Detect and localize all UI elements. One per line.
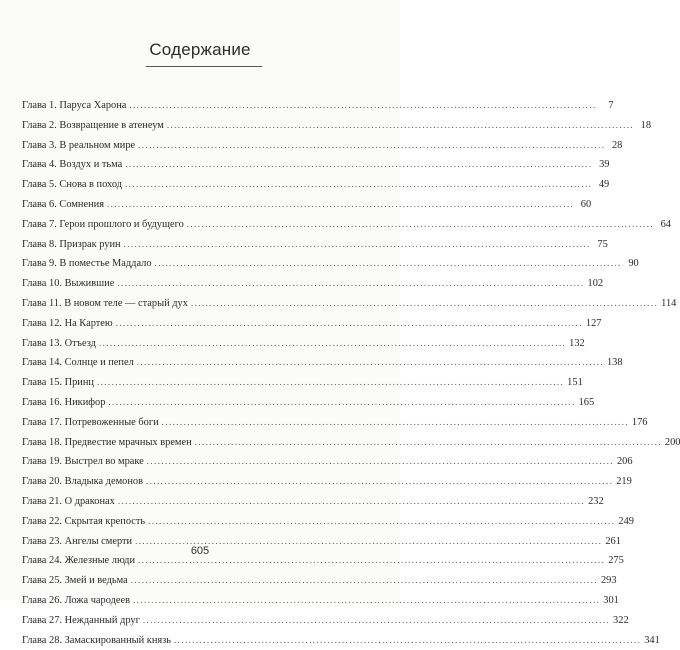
title-wrap (0, 40, 400, 60)
dot-leader (131, 571, 598, 591)
toc-entry-page: 322 (613, 614, 629, 626)
toc-entry-title: Глава 24. Железные люди (22, 555, 136, 567)
toc-entry-title: Глава 1. Паруса Харона (22, 100, 127, 111)
dot-leader (167, 116, 634, 136)
toc-entry (22, 254, 639, 274)
toc-entry (22, 512, 634, 532)
toc-entry-page: 127 (585, 317, 602, 329)
toc-entry-title: Глава 11. В новом теле — старый дух (22, 297, 188, 309)
toc-entry-page: 232 (588, 495, 604, 507)
toc-entry-page: 176 (631, 416, 648, 428)
toc-entry-page: 49 (598, 179, 610, 191)
toc-entry (22, 452, 633, 472)
toc-entry (22, 175, 610, 195)
toc-entry (22, 611, 629, 631)
dot-leader (117, 274, 584, 294)
dot-leader (146, 472, 613, 492)
dot-leader (138, 136, 605, 156)
toc-entry-title: Глава 20. Владыка демонов (22, 476, 144, 488)
toc-entry (22, 492, 604, 512)
dot-leader (162, 413, 629, 433)
toc-entry-page: 75 (597, 238, 608, 250)
toc-entry-title: Глава 13. Отъезд (22, 337, 96, 349)
toc-entry (22, 235, 608, 255)
toc-entry-title: Глава 23. Ангелы смерти (22, 535, 133, 547)
dot-leader (155, 254, 622, 274)
toc-entry-page: 39 (599, 159, 610, 171)
toc-entry-page: 261 (605, 535, 621, 547)
toc-entry-page: 206 (616, 456, 633, 468)
dot-leader (191, 294, 658, 314)
toc-entry-page: 219 (616, 476, 632, 488)
dot-leader (99, 334, 566, 354)
toc-entry (22, 96, 614, 116)
toc-entry-page: 60 (580, 198, 592, 210)
toc-entry-page: 301 (603, 594, 619, 606)
toc-entry-page: 293 (600, 575, 617, 587)
toc-entry-title: Глава 7. Герои прошлого и будущего (22, 218, 184, 230)
dot-leader (97, 373, 564, 393)
toc-entry (22, 413, 648, 433)
toc-entry (22, 353, 623, 373)
toc-entry-page: 341 (644, 634, 660, 646)
toc-entry (22, 393, 595, 413)
toc-entry-page: 275 (608, 555, 624, 567)
toc-entry-page: 151 (567, 377, 583, 389)
toc-entry-page: 165 (578, 396, 595, 408)
toc-entry-page: 132 (569, 337, 585, 349)
toc-entry-page: 249 (618, 515, 634, 527)
dot-leader (133, 591, 600, 611)
toc-entry-page: 18 (640, 119, 652, 131)
table-of-contents (22, 96, 680, 650)
toc-entry-page: 64 (660, 218, 671, 230)
toc-entry (22, 433, 680, 453)
toc-entry (22, 373, 583, 393)
toc-entry-title: Глава 28. Замаскированный князь (22, 634, 172, 646)
toc-entry-title: Глава 12. На Картею (22, 317, 113, 329)
toc-entry-title: Глава 4. Воздух и тьма (22, 159, 123, 171)
toc-entry (22, 155, 610, 175)
toc-entry-page: 7 (608, 100, 614, 111)
toc-entry-title: Глава 6. Сомнения (22, 198, 104, 210)
page-number: 605 (190, 545, 210, 557)
toc-entry (22, 571, 617, 591)
title-underline (146, 66, 262, 67)
toc-entry-title: Глава 3. В реальном мире (22, 139, 136, 151)
toc-entry (22, 314, 602, 334)
toc-entry-title: Глава 15. Принц (22, 377, 94, 389)
toc-entry-title: Глава 17. Потревоженные боги (22, 416, 159, 428)
toc-entry (22, 274, 604, 294)
toc-entry-page: 114 (661, 297, 677, 309)
toc-entry-page: 102 (587, 278, 604, 290)
toc-entry-title: Глава 19. Выстрел во мраке (22, 456, 144, 468)
dot-leader (108, 393, 575, 413)
toc-entry-title: Глава 9. В поместье Маддало (22, 258, 152, 270)
dot-leader (118, 492, 585, 512)
toc-entry-title: Глава 25. Змей и ведьма (22, 575, 128, 587)
toc-entry-title: Глава 27. Нежданный друг (22, 614, 140, 626)
toc-entry-page: 90 (628, 258, 639, 270)
dot-leader (195, 433, 662, 453)
dot-leader (147, 452, 614, 472)
toc-entry (22, 215, 671, 235)
dot-leader (137, 353, 604, 373)
dot-leader (143, 611, 610, 631)
toc-entry-title: Глава 16. Никифор (22, 396, 106, 408)
toc-entry-title: Глава 22. Скрытая крепость (22, 515, 146, 527)
dot-leader (129, 96, 596, 116)
toc-entry (22, 631, 660, 650)
toc-entry-title: Глава 5. Снова в поход (22, 179, 123, 191)
dot-leader (125, 175, 592, 195)
dot-leader (125, 155, 592, 175)
dot-leader (107, 195, 574, 215)
dot-leader (148, 512, 615, 532)
toc-entry-page: 138 (606, 357, 623, 369)
toc-entry-title: Глава 26. Ложа чародеев (22, 594, 131, 606)
toc-entry (22, 116, 652, 136)
dot-leader (174, 631, 641, 650)
toc-entry (22, 334, 585, 354)
toc-entry (22, 195, 592, 215)
toc-entry-page: 28 (611, 139, 623, 151)
toc-entry-title: Глава 18. Предвестие мрачных времен (22, 436, 192, 448)
toc-entry-title: Глава 14. Солнце и пепел (22, 357, 134, 369)
toc-entry-title: Глава 2. Возвращение в атенеум (22, 119, 164, 131)
dot-leader (124, 235, 591, 255)
toc-entry (22, 136, 623, 156)
dot-leader (187, 215, 654, 235)
toc-entry (22, 472, 632, 492)
toc-entry (22, 591, 619, 611)
toc-entry-title: Глава 21. О драконах (22, 495, 115, 507)
page-title: Содержание (149, 40, 251, 59)
dot-leader (116, 314, 583, 334)
toc-entry-title: Глава 8. Призрак руин (22, 238, 121, 250)
toc-entry-page: 200 (664, 436, 680, 448)
toc-entry (22, 294, 677, 314)
toc-entry-title: Глава 10. Выжившие (22, 278, 115, 290)
